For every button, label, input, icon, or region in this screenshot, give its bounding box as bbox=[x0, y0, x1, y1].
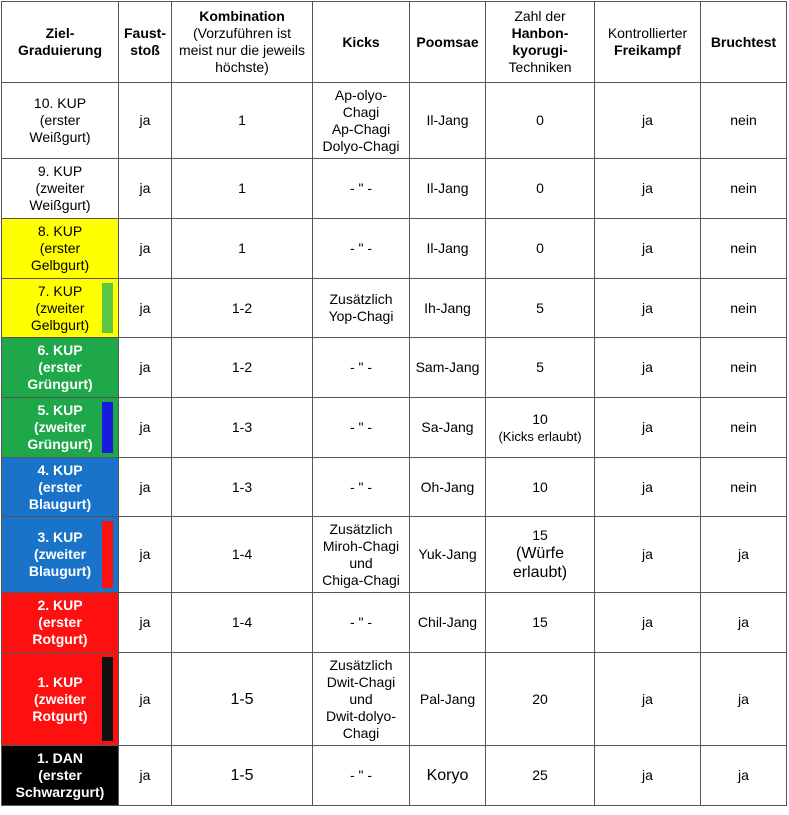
grade-cell bbox=[2, 593, 119, 653]
grade-label: 10. KUP (erster Weißgurt) bbox=[29, 95, 91, 145]
combination-cell-text: 1 bbox=[238, 112, 246, 128]
sparring-cell bbox=[595, 653, 701, 746]
poomsae-cell-text: Chil-Jang bbox=[417, 614, 478, 630]
table-row bbox=[2, 517, 787, 593]
kicks-cell bbox=[313, 398, 410, 458]
hanbon-cell bbox=[486, 517, 595, 593]
poomsae-cell bbox=[410, 159, 486, 219]
grade-cell bbox=[2, 746, 119, 806]
sparring-cell bbox=[595, 338, 701, 398]
header-text: Kicks bbox=[342, 33, 380, 50]
breaking-cell bbox=[701, 159, 787, 219]
hanbon-cell-text: 10 bbox=[532, 478, 548, 495]
poomsae-cell bbox=[410, 279, 486, 338]
punch-cell bbox=[119, 83, 172, 159]
kicks-cell-text: - " - bbox=[349, 419, 373, 435]
combination-cell bbox=[172, 338, 313, 398]
kicks-cell bbox=[313, 219, 410, 279]
punch-cell bbox=[119, 746, 172, 806]
punch-cell-text: ja bbox=[139, 419, 151, 435]
grade-cell bbox=[2, 338, 119, 398]
breaking-cell bbox=[701, 458, 787, 517]
combination-cell-text: 1 bbox=[238, 180, 246, 196]
punch-cell bbox=[119, 338, 172, 398]
table-row bbox=[2, 593, 787, 653]
poomsae-cell-text: Il-Jang bbox=[426, 180, 469, 196]
punch-cell-text: ja bbox=[139, 690, 151, 707]
table-row bbox=[2, 653, 787, 746]
grade-cell bbox=[2, 398, 119, 458]
hanbon-cell bbox=[486, 219, 595, 279]
poomsae-cell-text: Sam-Jang bbox=[415, 359, 480, 375]
kicks-cell bbox=[313, 517, 410, 593]
sparring-cell bbox=[595, 159, 701, 219]
punch-cell-text: ja bbox=[139, 478, 151, 495]
punch-cell-text: ja bbox=[139, 614, 151, 630]
kicks-cell-text: Zusätzlich Yop-Chagi bbox=[328, 291, 394, 324]
punch-cell bbox=[119, 517, 172, 593]
punch-cell bbox=[119, 398, 172, 458]
poomsae-cell-text: Pal-Jang bbox=[419, 690, 476, 707]
breaking-cell bbox=[701, 83, 787, 159]
combination-cell-text: 1-4 bbox=[231, 546, 253, 562]
sparring-cell bbox=[595, 83, 701, 159]
breaking-cell-text: nein bbox=[730, 240, 757, 256]
table-row bbox=[2, 279, 787, 338]
header-row bbox=[2, 2, 787, 83]
breaking-cell bbox=[701, 338, 787, 398]
header-breaking bbox=[701, 2, 787, 83]
kicks-cell bbox=[313, 458, 410, 517]
header-target-grade bbox=[2, 2, 119, 83]
punch-cell-text: ja bbox=[139, 767, 151, 783]
grade-label: 8. KUP (erster Gelbgurt) bbox=[30, 223, 90, 273]
grade-label: 1. KUP (zweiter Rotgurt) bbox=[32, 673, 88, 724]
breaking-cell bbox=[701, 279, 787, 338]
breaking-cell bbox=[701, 653, 787, 746]
punch-cell-text: ja bbox=[139, 112, 151, 128]
combination-cell-text: 1-3 bbox=[231, 478, 253, 495]
punch-cell bbox=[119, 159, 172, 219]
breaking-cell-text: nein bbox=[730, 180, 757, 196]
breaking-cell-text: ja bbox=[738, 546, 749, 562]
punch-cell bbox=[119, 219, 172, 279]
sparring-cell-text: ja bbox=[642, 614, 653, 630]
punch-cell bbox=[119, 593, 172, 653]
poomsae-cell-text: Oh-Jang bbox=[420, 478, 475, 495]
header-punch bbox=[119, 2, 172, 83]
grade-label: 6. KUP (erster Grüngurt) bbox=[27, 342, 93, 392]
punch-cell-text: ja bbox=[139, 359, 151, 375]
table-row bbox=[2, 398, 787, 458]
header-text: Kombination bbox=[199, 8, 285, 24]
kicks-cell-text: Ap-olyo- Chagi Ap-Chagi Dolyo-Chagi bbox=[322, 86, 400, 154]
sparring-cell-text: ja bbox=[642, 419, 653, 435]
breaking-cell bbox=[701, 398, 787, 458]
header-text: Kontrollierter bbox=[607, 25, 688, 41]
poomsae-cell-text: Sa-Jang bbox=[421, 419, 474, 435]
header-kicks bbox=[313, 2, 410, 83]
sparring-cell-text: ja bbox=[642, 240, 653, 256]
punch-cell-text: ja bbox=[139, 180, 151, 196]
punch-cell bbox=[119, 653, 172, 746]
sparring-cell-text: ja bbox=[642, 112, 653, 128]
header-text: Ziel- Graduierung bbox=[17, 25, 102, 58]
grade-label: 7. KUP (zweiter Gelbgurt) bbox=[30, 282, 90, 333]
hanbon-cell bbox=[486, 653, 595, 746]
hanbon-cell bbox=[486, 338, 595, 398]
kicks-cell-text: - " - bbox=[349, 359, 373, 375]
kicks-cell bbox=[313, 653, 410, 746]
kicks-cell-text: - " - bbox=[349, 240, 373, 256]
header-text: Zahl der bbox=[514, 8, 566, 24]
grade-cell bbox=[2, 159, 119, 219]
kicks-cell-text: - " - bbox=[349, 478, 373, 495]
belt-grading-table bbox=[1, 1, 787, 806]
breaking-cell-text: nein bbox=[730, 419, 757, 435]
combination-cell-text: 1-3 bbox=[231, 419, 253, 435]
combination-cell bbox=[172, 517, 313, 593]
kicks-cell bbox=[313, 593, 410, 653]
hanbon-cell-text: 15 bbox=[532, 614, 548, 630]
grade-cell bbox=[2, 83, 119, 159]
header-text: Bruchtest bbox=[710, 33, 777, 50]
combination-cell bbox=[172, 458, 313, 517]
sparring-cell bbox=[595, 517, 701, 593]
hanbon-cell bbox=[486, 159, 595, 219]
kicks-cell-text: Zusätzlich Dwit-Chagi und Dwit-dolyo- Chagi bbox=[325, 656, 396, 741]
sparring-cell-text: ja bbox=[642, 359, 653, 375]
punch-cell bbox=[119, 458, 172, 517]
header-hanbon bbox=[486, 2, 595, 83]
sparring-cell-text: ja bbox=[642, 478, 653, 495]
kicks-cell bbox=[313, 746, 410, 806]
kicks-cell-text: - " - bbox=[349, 767, 373, 783]
table-row bbox=[2, 219, 787, 279]
grade-label: 3. KUP (zweiter Blaugurt) bbox=[28, 529, 92, 579]
sparring-cell-text: ja bbox=[642, 299, 653, 316]
poomsae-cell bbox=[410, 458, 486, 517]
kicks-cell-text: - " - bbox=[349, 614, 373, 630]
header-text: (Vorzuführen ist meist nur die jeweils höchste) bbox=[178, 25, 306, 75]
hanbon-cell bbox=[486, 398, 595, 458]
grade-cell bbox=[2, 458, 119, 517]
hanbon-cell-text: 10 bbox=[532, 410, 548, 427]
belt-stripe bbox=[102, 283, 113, 333]
poomsae-cell bbox=[410, 83, 486, 159]
poomsae-cell-text: Koryo bbox=[426, 767, 469, 784]
hanbon-cell-text: 5 bbox=[536, 359, 544, 375]
combination-cell bbox=[172, 398, 313, 458]
hanbon-cell bbox=[486, 746, 595, 806]
hanbon-cell-text: 0 bbox=[536, 240, 544, 256]
poomsae-cell-text: Yuk-Jang bbox=[418, 546, 477, 562]
kicks-cell-text: Zusätzlich Miroh-Chagi und Chiga-Chagi bbox=[322, 520, 400, 588]
breaking-cell-text: ja bbox=[738, 614, 749, 630]
punch-cell-text: ja bbox=[139, 299, 151, 316]
belt-stripe bbox=[102, 521, 113, 588]
hanbon-cell-text: 25 bbox=[532, 767, 548, 783]
grade-label: 1. DAN (erster Schwarzgurt) bbox=[15, 750, 105, 800]
hanbon-cell-text: 20 bbox=[532, 690, 548, 707]
breaking-cell bbox=[701, 517, 787, 593]
table-row bbox=[2, 83, 787, 159]
grade-cell bbox=[2, 517, 119, 593]
punch-cell bbox=[119, 279, 172, 338]
combination-cell bbox=[172, 593, 313, 653]
combination-cell bbox=[172, 83, 313, 159]
belt-stripe bbox=[102, 657, 113, 741]
grade-label: 4. KUP (erster Blaugurt) bbox=[28, 461, 92, 512]
grade-label: 2. KUP (erster Rotgurt) bbox=[32, 597, 88, 647]
combination-cell-text: 1-5 bbox=[230, 690, 254, 708]
breaking-cell-text: nein bbox=[730, 112, 757, 128]
sparring-cell bbox=[595, 458, 701, 517]
grade-label: 5. KUP (zweiter Grüngurt) bbox=[27, 402, 93, 452]
sparring-cell-text: ja bbox=[642, 767, 653, 783]
table-row bbox=[2, 338, 787, 398]
combination-cell-text: 1-2 bbox=[231, 299, 253, 316]
header-text: Poomsae bbox=[416, 33, 479, 50]
poomsae-cell-text: Il-Jang bbox=[426, 112, 469, 128]
header-poomsae bbox=[410, 2, 486, 83]
breaking-cell bbox=[701, 593, 787, 653]
sparring-cell-text: ja bbox=[642, 546, 653, 562]
poomsae-cell bbox=[410, 593, 486, 653]
table-body bbox=[2, 83, 787, 806]
hanbon-note: (Würfe erlaubt) bbox=[512, 545, 568, 581]
kicks-cell bbox=[313, 159, 410, 219]
sparring-cell bbox=[595, 279, 701, 338]
grade-label: 9. KUP (zweiter Weißgurt) bbox=[29, 163, 91, 213]
grade-cell bbox=[2, 219, 119, 279]
hanbon-cell-text: 0 bbox=[536, 180, 544, 196]
poomsae-cell-text: Il-Jang bbox=[426, 240, 469, 256]
poomsae-cell bbox=[410, 517, 486, 593]
breaking-cell-text: ja bbox=[738, 767, 749, 783]
header-text: Freikampf bbox=[614, 42, 681, 58]
table-row bbox=[2, 159, 787, 219]
header-text: Techniken bbox=[508, 59, 572, 75]
header-combination bbox=[172, 2, 313, 83]
poomsae-cell bbox=[410, 746, 486, 806]
punch-cell-text: ja bbox=[139, 240, 151, 256]
sparring-cell bbox=[595, 398, 701, 458]
breaking-cell-text: nein bbox=[730, 478, 757, 495]
hanbon-note: (Kicks erlaubt) bbox=[498, 428, 582, 444]
sparring-cell bbox=[595, 593, 701, 653]
combination-cell-text: 1-5 bbox=[230, 767, 254, 784]
sparring-cell-text: ja bbox=[642, 690, 653, 707]
grade-cell bbox=[2, 653, 119, 746]
combination-cell-text: 1-4 bbox=[231, 614, 253, 630]
grade-cell bbox=[2, 279, 119, 338]
header-sparring bbox=[595, 2, 701, 83]
breaking-cell bbox=[701, 219, 787, 279]
combination-cell bbox=[172, 159, 313, 219]
poomsae-cell bbox=[410, 398, 486, 458]
hanbon-cell-text: 0 bbox=[536, 112, 544, 128]
breaking-cell-text: ja bbox=[738, 690, 749, 707]
hanbon-cell bbox=[486, 593, 595, 653]
breaking-cell bbox=[701, 746, 787, 806]
poomsae-cell bbox=[410, 338, 486, 398]
poomsae-cell bbox=[410, 219, 486, 279]
header-text: Faust- stoß bbox=[124, 25, 166, 58]
sparring-cell bbox=[595, 746, 701, 806]
kicks-cell bbox=[313, 83, 410, 159]
table-row bbox=[2, 458, 787, 517]
hanbon-cell bbox=[486, 83, 595, 159]
hanbon-cell-text: 5 bbox=[536, 299, 544, 316]
belt-stripe bbox=[102, 402, 113, 453]
combination-cell bbox=[172, 746, 313, 806]
kicks-cell bbox=[313, 279, 410, 338]
hanbon-cell-text: 15 bbox=[532, 527, 548, 543]
breaking-cell-text: nein bbox=[730, 359, 757, 375]
combination-cell bbox=[172, 219, 313, 279]
combination-cell bbox=[172, 279, 313, 338]
poomsae-cell bbox=[410, 653, 486, 746]
kicks-cell-text: - " - bbox=[349, 180, 373, 196]
header-text: Hanbon- kyorugi- bbox=[511, 25, 569, 58]
sparring-cell bbox=[595, 219, 701, 279]
table-row bbox=[2, 746, 787, 806]
poomsae-cell-text: Ih-Jang bbox=[424, 299, 471, 316]
punch-cell-text: ja bbox=[139, 546, 151, 562]
combination-cell-text: 1-2 bbox=[231, 359, 253, 375]
combination-cell bbox=[172, 653, 313, 746]
hanbon-cell bbox=[486, 279, 595, 338]
breaking-cell-text: nein bbox=[730, 299, 757, 316]
kicks-cell bbox=[313, 338, 410, 398]
combination-cell-text: 1 bbox=[238, 240, 246, 256]
sparring-cell-text: ja bbox=[642, 180, 653, 196]
hanbon-cell bbox=[486, 458, 595, 517]
